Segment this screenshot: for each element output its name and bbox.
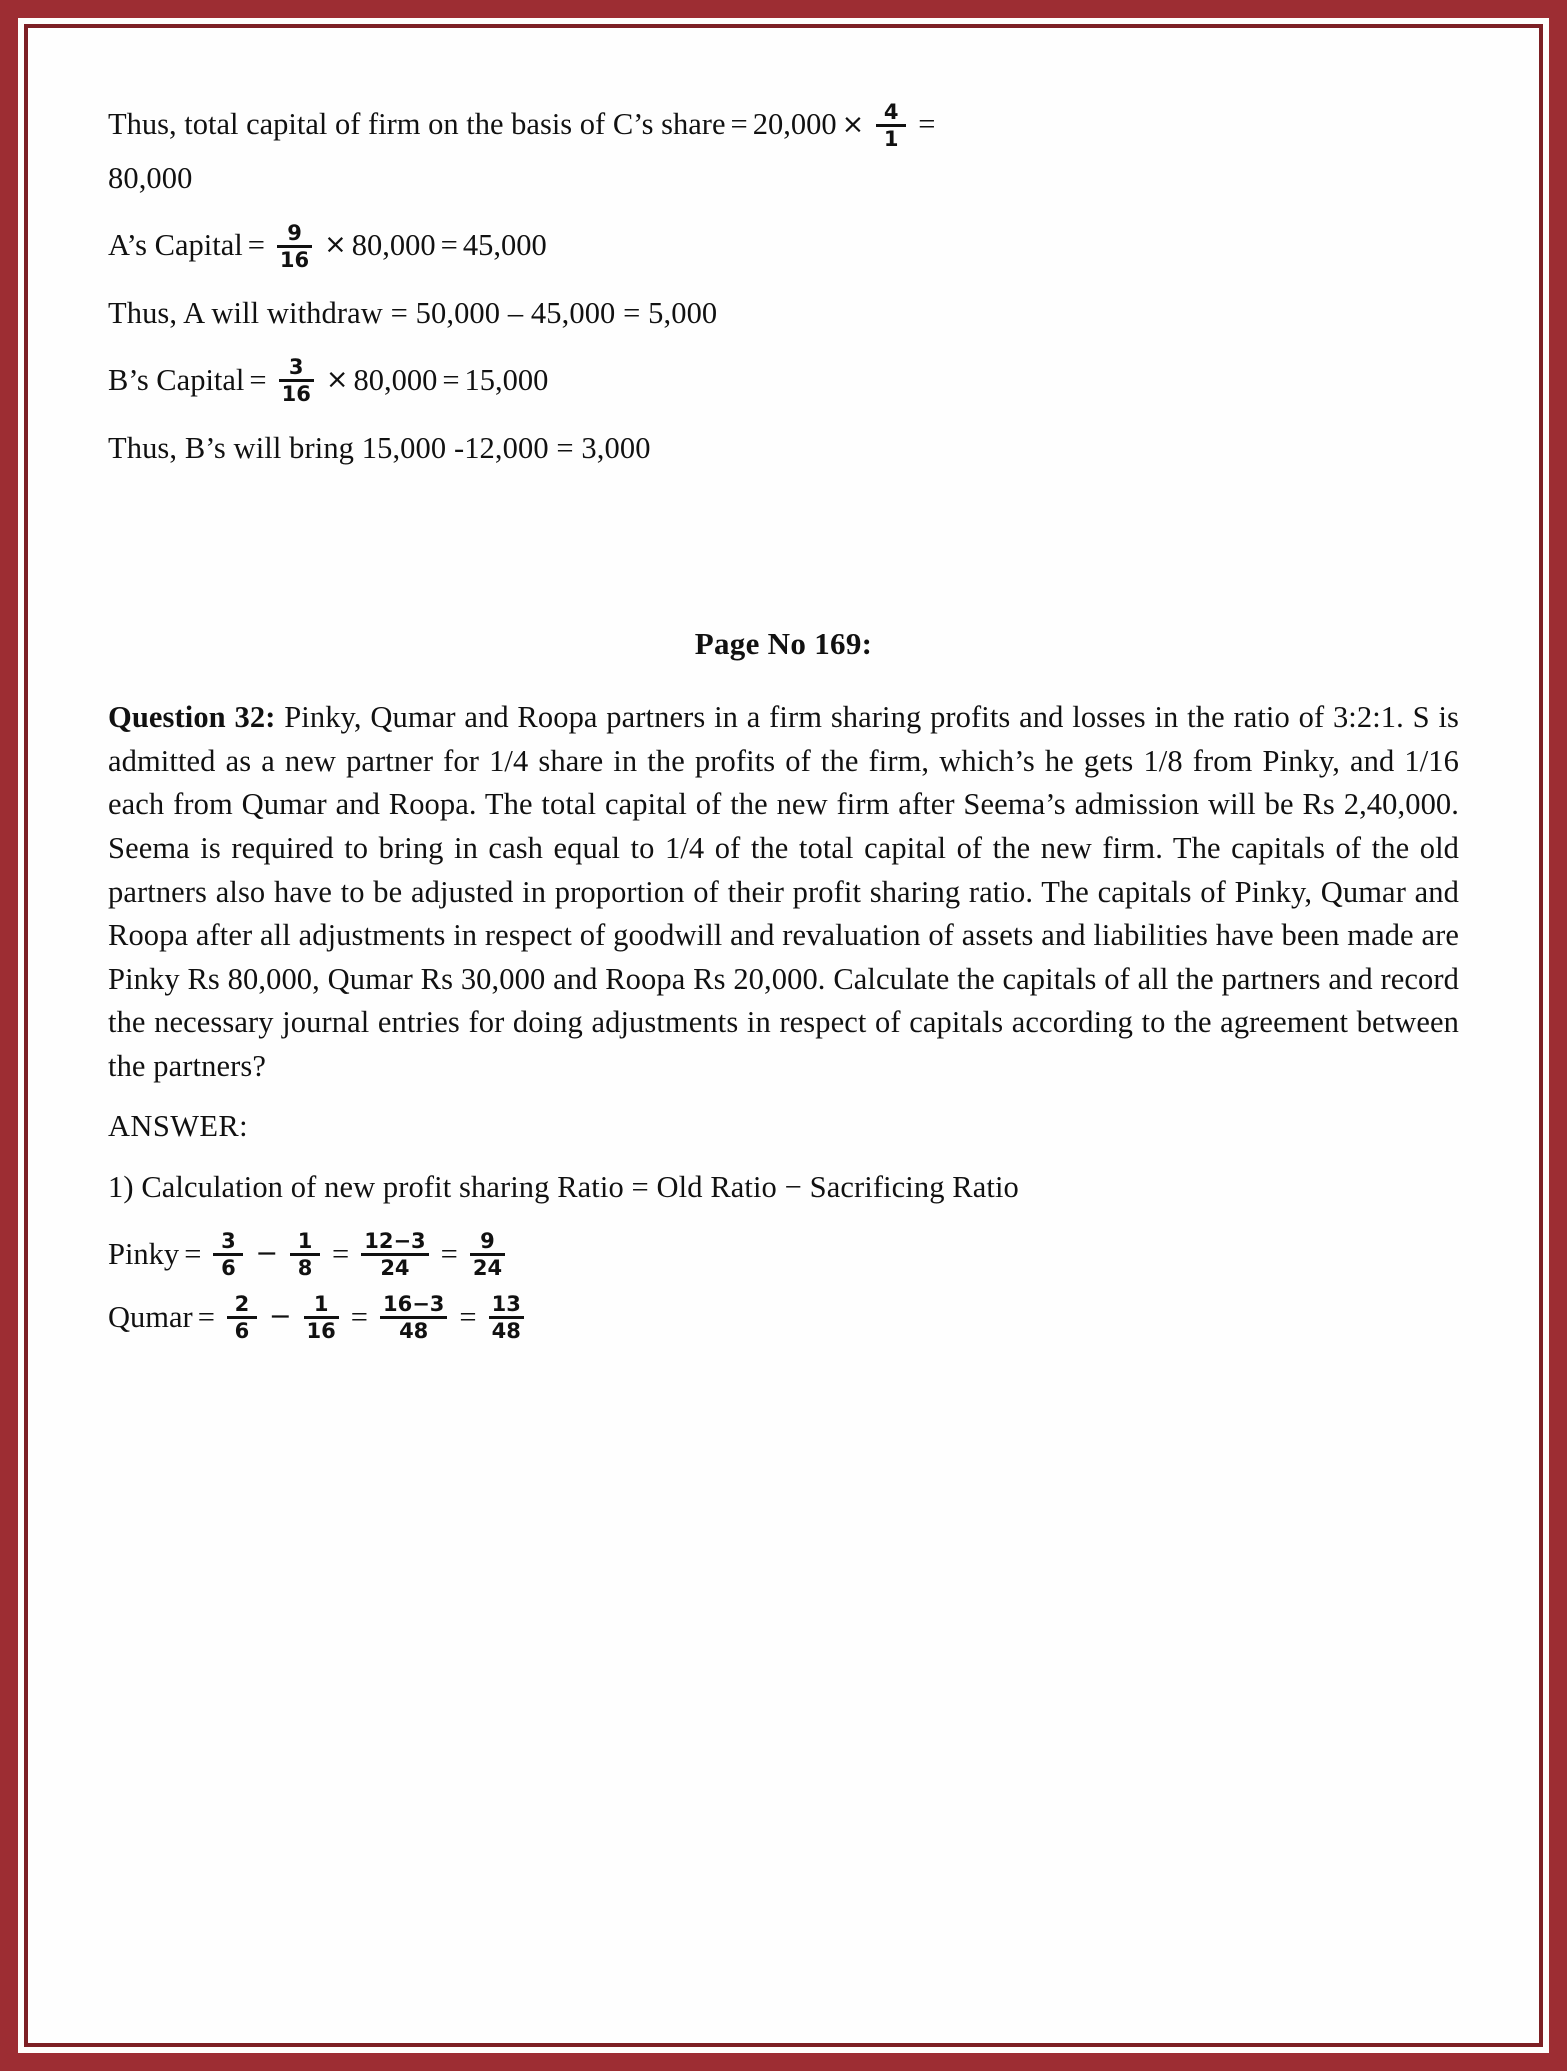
fraction-denominator: 24: [380, 1256, 410, 1281]
answer-label: ANSWER:: [108, 1108, 249, 1143]
fraction-denominator: 16: [281, 382, 311, 407]
equals-sign-4: =: [440, 228, 458, 263]
equals-sign-2: =: [918, 107, 936, 142]
fraction-3-over-6: [213, 1230, 243, 1279]
frame-inner-rule: [24, 24, 1543, 2047]
equation-qumar-ratio: [108, 1292, 1459, 1344]
fraction-numerator: 3: [221, 1229, 236, 1254]
b-capital-base: 80,000: [353, 362, 438, 397]
fraction-numerator: 3: [288, 355, 304, 380]
page-number-heading: Page No 169:: [694, 626, 873, 662]
minus-sign-1: −: [255, 1237, 279, 1269]
fraction-2-over-6: [227, 1293, 257, 1342]
fraction-denominator: 48: [491, 1319, 521, 1344]
a-capital-result: 45,000: [462, 228, 547, 263]
fraction-9-over-16: [277, 222, 312, 271]
fraction-numerator: 16−3: [382, 1292, 445, 1317]
fraction-1-over-8: [290, 1230, 320, 1279]
fraction-denominator: 6: [221, 1256, 236, 1281]
fraction-denominator: 1: [883, 127, 899, 152]
fraction-3-over-16: [279, 356, 314, 405]
equation-total-capital: [108, 100, 1459, 152]
statement-b-bring: Thus, B’s will bring 15,000 -12,000 = 3,000: [108, 430, 651, 465]
question-body: Pinky, Qumar and Roopa partners in a firm sharing profits and losses in the ratio of 3:2:1. S is admitted as a new partner for 1/4 share in the profits of the firm, which’s he gets 1/8 from Pinky, and 1/16 each from Qumar and Roopa. The total capital of the new firm after Seema’s admission will be Rs 2,40,000. Seema is required to bring in cash equal to 1/4 of the total capital of the new firm. The capitals of the old partners also have to be adjusted in proportion of their profit sharing ratio. The capitals of Pinky, Qumar and Roopa after all adjustments in respect of goodwill and revaluation of assets and liabilities have been made are Pinky Rs 80,000, Qumar Rs 30,000 and Roopa Rs 20,000. Calculate the capitals of all the partners and record the necessary journal entries for doing adjustments in respect of capitals according to the agreement between the partners?: [108, 700, 1459, 1083]
equals-sign-12: =: [459, 1299, 477, 1334]
equals-sign-8: =: [332, 1236, 350, 1271]
pinky-label: Pinky: [108, 1236, 180, 1271]
fraction-numerator: 12−3: [364, 1229, 426, 1254]
a-capital-label: A’s Capital: [108, 228, 243, 263]
total-capital-result: 80,000: [108, 161, 193, 196]
b-capital-result: 15,000: [464, 362, 549, 397]
multiply-sign-1: ×: [841, 108, 865, 140]
equation-pinky-ratio: [108, 1229, 1459, 1281]
equals-sign-1: =: [730, 107, 748, 142]
section-spacer: [108, 490, 1459, 564]
equals-sign-10: =: [197, 1299, 215, 1334]
fraction-9-over-24: [470, 1230, 505, 1279]
fraction-denominator: 48: [399, 1319, 429, 1344]
fraction-numerator: 2: [234, 1292, 250, 1317]
fraction-numerator: 9: [287, 220, 302, 245]
fraction-denominator: 16: [279, 247, 310, 272]
b-capital-label: B’s Capital: [108, 362, 245, 397]
fraction-denominator: 8: [297, 1256, 313, 1281]
fraction-numerator: 1: [313, 1292, 329, 1317]
fraction-1-over-16: [304, 1293, 339, 1342]
fraction-13-over-48: [489, 1293, 524, 1342]
fraction-numerator: 13: [491, 1292, 521, 1317]
answer-step-1: 1) Calculation of new profit sharing Ratio = Old Ratio − Sacrificing Ratio: [108, 1169, 1019, 1204]
qumar-label: Qumar: [108, 1299, 193, 1334]
statement-a-withdraw: Thus, A will withdraw = 50,000 – 45,000 = 5,000: [108, 295, 718, 330]
fraction-numerator: 9: [480, 1229, 495, 1254]
fraction-numerator: 4: [883, 100, 899, 124]
fraction-numerator: 1: [297, 1229, 313, 1254]
fraction-4-over-1: [876, 101, 906, 150]
fraction-denominator: 16: [306, 1319, 336, 1344]
minus-sign-2: −: [268, 1300, 292, 1332]
equals-sign-6: =: [442, 362, 460, 397]
document-page-content: [28, 28, 1539, 2043]
equals-sign-7: =: [184, 1236, 202, 1271]
frame-white-gap: [18, 18, 1549, 2053]
question-label: Question 32:: [108, 700, 276, 735]
total-capital-text: Thus, total capital of firm on the basis of C’s share: [108, 107, 726, 142]
fraction-denominator: 6: [234, 1319, 250, 1344]
fraction-12minus3-over-24: [361, 1230, 428, 1279]
a-capital-base: 80,000: [351, 228, 436, 263]
equation-b-capital: [108, 355, 1459, 407]
question-paragraph: [108, 696, 1459, 1088]
fraction-denominator: 24: [472, 1256, 503, 1281]
equals-sign-3: =: [247, 228, 265, 263]
multiply-sign-2: ×: [324, 229, 347, 261]
equals-sign-9: =: [440, 1236, 458, 1271]
multiply-sign-3: ×: [325, 364, 349, 396]
fraction-16minus3-over-48: [380, 1293, 447, 1342]
total-capital-value: 20,000: [752, 107, 837, 142]
equals-sign-11: =: [350, 1299, 368, 1334]
equation-a-capital: [108, 221, 1459, 270]
equals-sign-5: =: [249, 362, 267, 397]
